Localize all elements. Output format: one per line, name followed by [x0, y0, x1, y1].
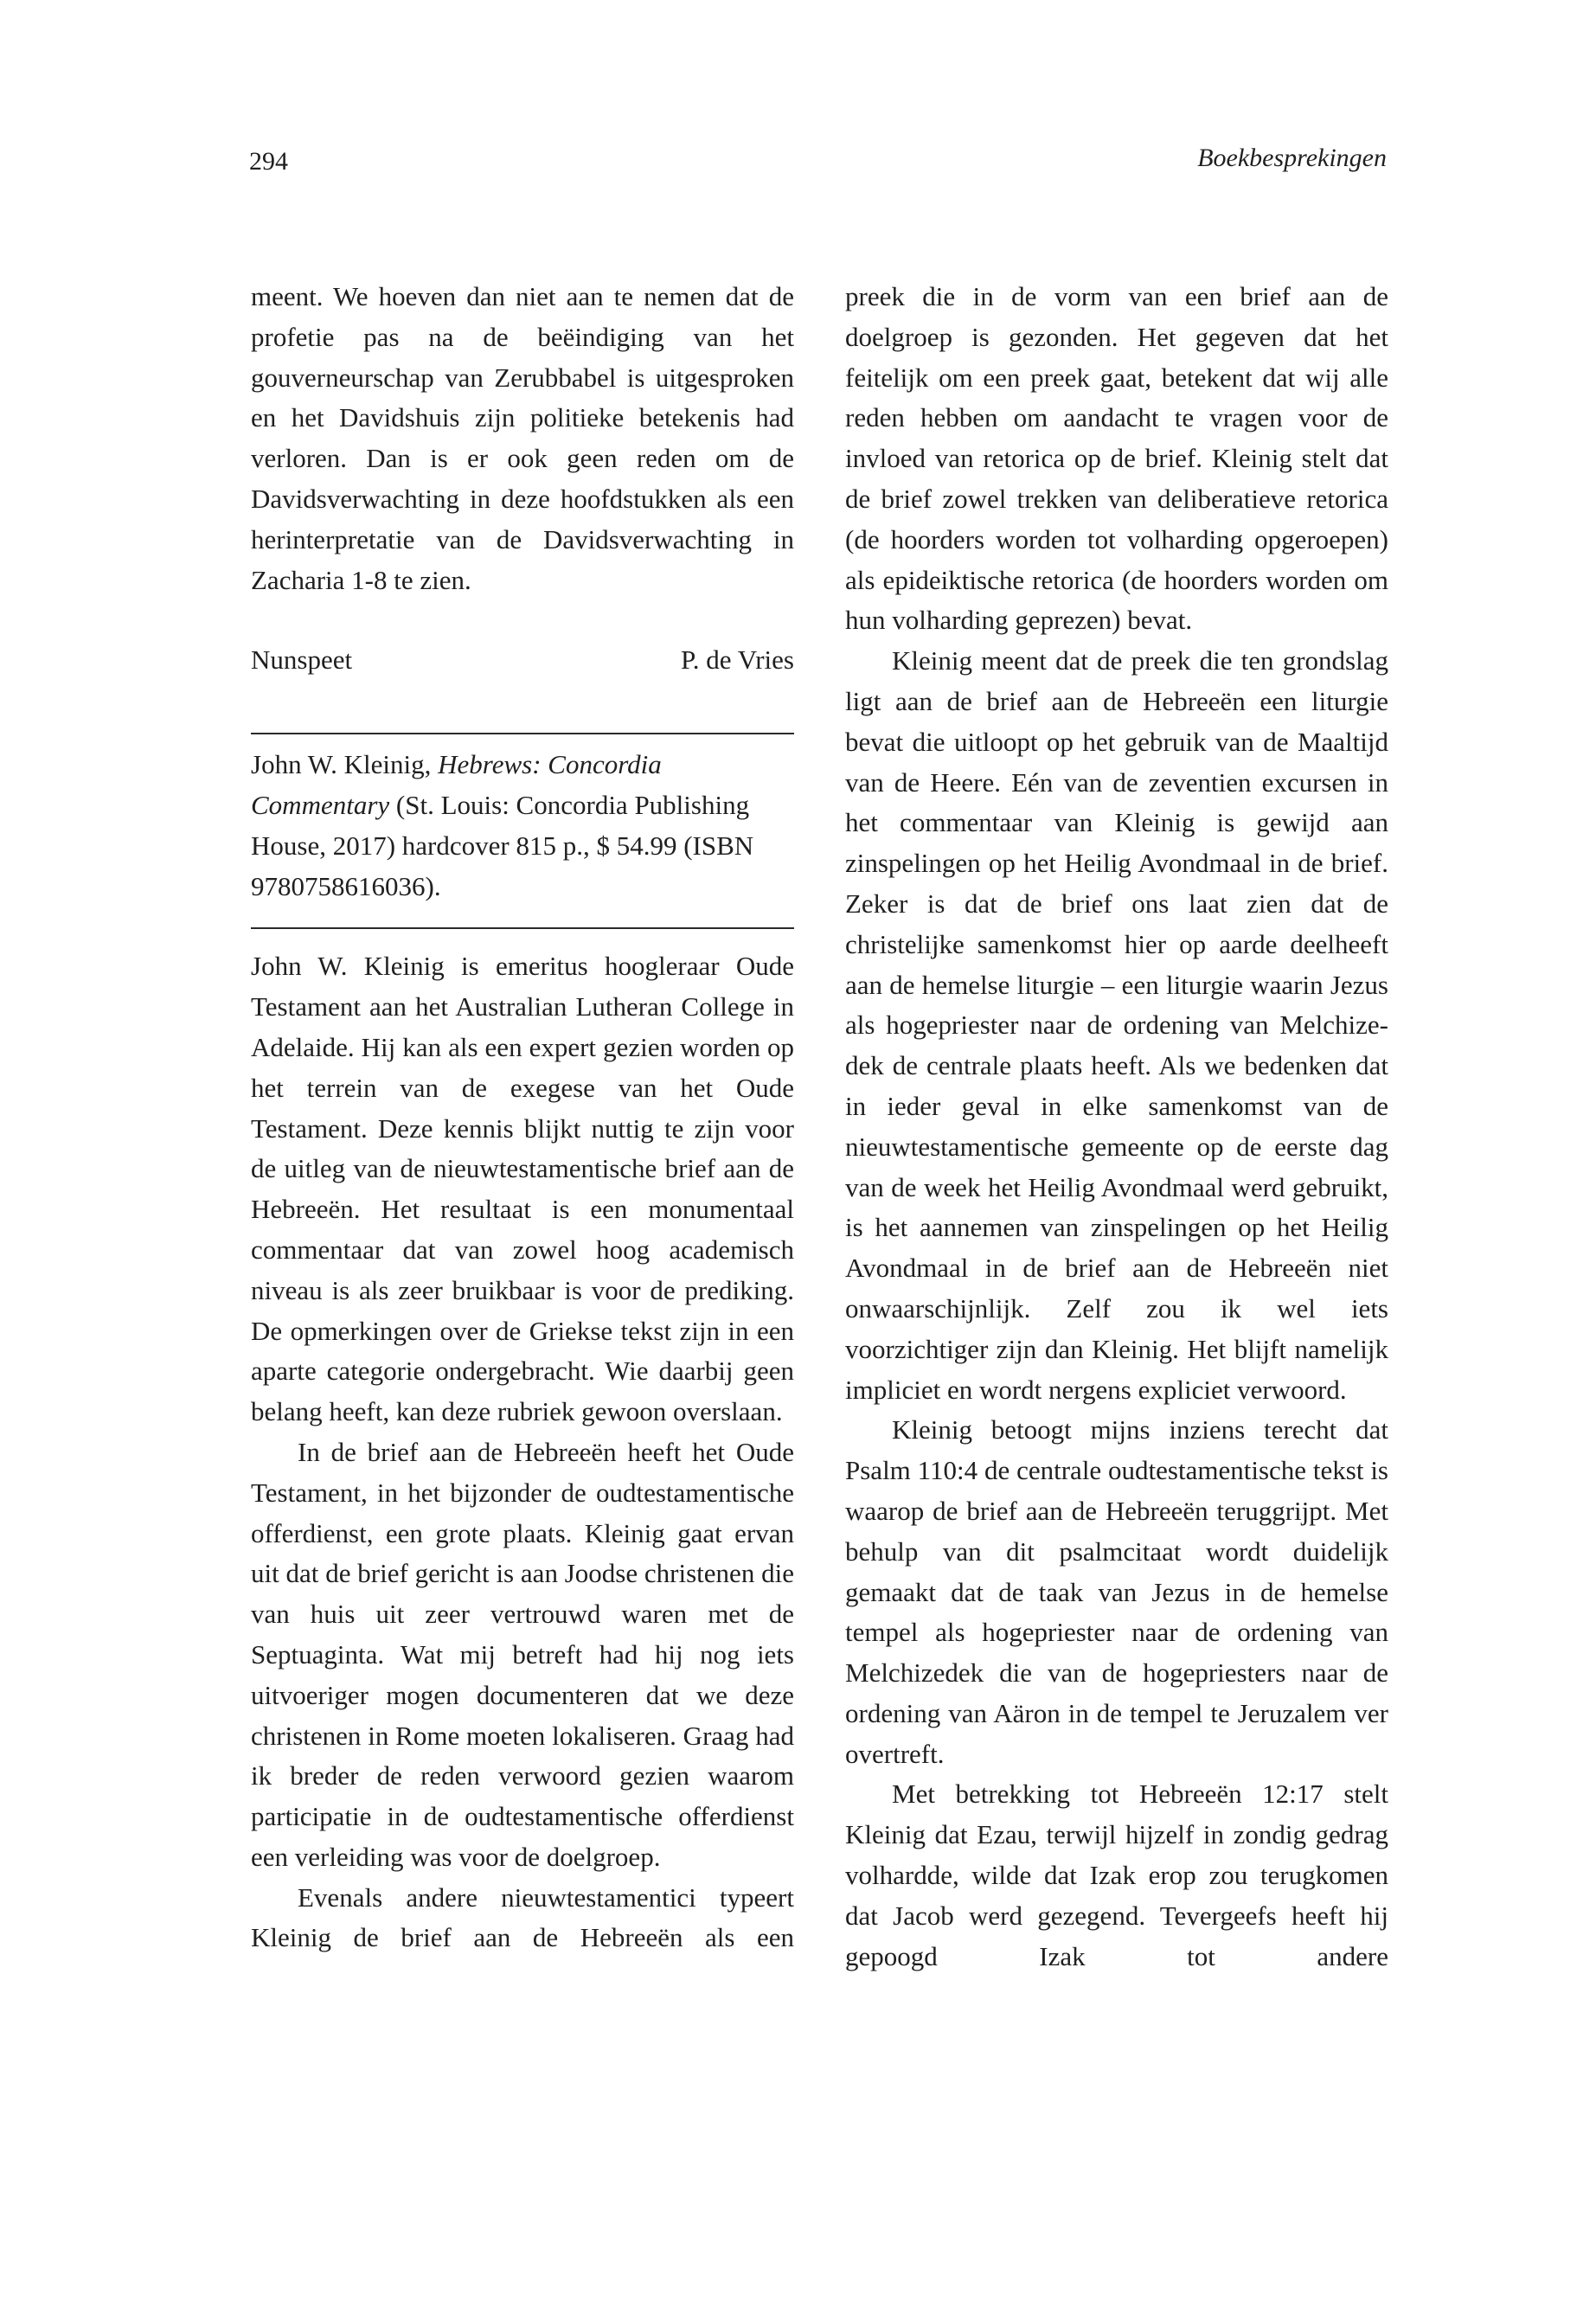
bibliographic-entry [251, 734, 794, 907]
signature-name: P. de Vries [680, 644, 794, 676]
left-column [251, 277, 794, 1958]
review-signature [251, 640, 794, 681]
signature-place: Nunspeet [251, 644, 353, 676]
right-column [845, 277, 1388, 1977]
closing-paragraph: meent. We hoeven dan niet aan te nemen dat de profetie pas na de beëindiging van het gouverneurschap van Zerubbabel is uitgesproken en het Davidshuis zijn politieke betekenis had verloren. Dan is er ook geen reden om de Davidsverwachting in deze hoofdstukken als een herinterpretatie van de Davidsverwachting in Zacharia 1-8 te zien. [251, 281, 794, 595]
body-paragraph: Met betrekking tot Hebreeën 12:17 stelt Kleinig dat Ezau, terwijl hijzelf in zondig gedrag volhardde, wilde dat Izak erop zou terugkomen dat Jacob werd gezegend. Tevergeefs heeft hij gepoogd Izak tot andere [845, 1779, 1388, 1971]
body-paragraph: Evenals andere nieuwtestamentici typeert Kleinig de brief aan de Hebreeën als een [251, 1881, 794, 1953]
body-paragraph: preek die in de vorm van een brief aan de doelgroep is gezonden. Het gegeven dat het feitelijk om een preek gaat, betekent dat wij alle reden hebben om aandacht te vragen voor de invloed van retorica op de brief. Kleinig stelt dat de brief zowel trekken van deliberatieve retorica (de hoorders worden tot volharding opgeroepen) als epideiktische retorica (de hoorders worden om hun volharding geprezen) bevat. [845, 281, 1388, 636]
body-paragraph: Kleinig betoogt mijns inziens terecht dat Psalm 110:4 de centrale oudtestamentische tekst is waarop de brief aan de Hebreeën teruggrijpt. Met behulp van dit psalmcitaat wordt duidelijk gemaakt dat de taak van Jezus in de hemelse tempel als hogepriester naar de ordening van Melchizedek die van de hogepriesters naar de ordening van Aäron in de tempel te Jeruzalem ver overtreft. [845, 1414, 1388, 1769]
body-paragraph: Kleinig meent dat de preek die ten grondslag ligt aan de brief aan de Hebreeën een liturgie bevat die uitloopt op het gebruik van de Maaltijd van de Heere. Eén van de zeventien excursen in het commentaar van Kleinig is gewijd aan zinspelingen op het Heilig Avondmaal in de brief. Zeker is dat de brief ons laat zien dat de christelijke samenkomst hier op aarde deelheeft aan de hemelse liturgie – een liturgie waarin Jezus als hogepriester naar de ordening van Melchizedek de centrale plaats heeft. Als we bedenken dat in ieder geval in elke samenkomst van de nieuwtestamentische gemeente op de eerste dag van de week het Heilig Avondmaal werd gebruikt, is het aannemen van zinspelingen op het Heilig Avondmaal in de brief aan de Hebreeën niet onwaarschijnlijk. Zelf zou ik wel iets voorzichtiger zijn dan Kleinig. Het blijft namelijk impliciet en wordt nergens expliciet verwoord. [845, 645, 1388, 1405]
page-number: 294 [249, 147, 288, 176]
biblio-title: Hebrews: Concordia Commentary [251, 749, 662, 820]
biblio-details: (St. Louis: Concordia Publishing House, 2017) hardcover 815 p., $ 54.99 (ISBN 9780758616036). [251, 789, 754, 901]
body-paragraph: John W. Kleinig is emeritus hoogleraar Oude Testament aan het Australian Lutheran College in Adelaide. Hij kan als een expert gezien worden op het terrein van de exegese van het Oude Testament. Deze kennis blijkt nuttig te zijn voor de uitleg van de nieuwtestamentische brief aan de Hebreeën. Het resultaat is een monumentaal commentaar dat van zowel hoog academisch niveau is als zeer bruikbaar is voor de prediking. De opmerkingen over de Griekse tekst zijn in een aparte categorie ondergebracht. Wie daarbij geen belang heeft, kan deze rubriek gewoon overslaan. [251, 951, 794, 1427]
divider-rule [251, 927, 794, 929]
running-title: Boekbesprekingen [1197, 144, 1387, 172]
biblio-author: John W. Kleinig, [251, 749, 439, 780]
body-paragraph: In de brief aan de Hebreeën heeft het Oude Testament, in het bijzonder de oudtestamentische offerdienst, een grote plaats. Kleinig gaat ervan uit dat de brief gericht is aan Joodse christenen die van huis uit zeer vertrouwd waren met de Septuaginta. Wat mij betreft had hij nog iets uitvoeriger mogen documenteren dat we deze christenen in Rome moeten lokaliseren. Graag had ik breder de reden verwoord gezien waarom participatie in de oudtestamentische offerdienst een verleiding was voor de doelgroep. [251, 1436, 794, 1872]
